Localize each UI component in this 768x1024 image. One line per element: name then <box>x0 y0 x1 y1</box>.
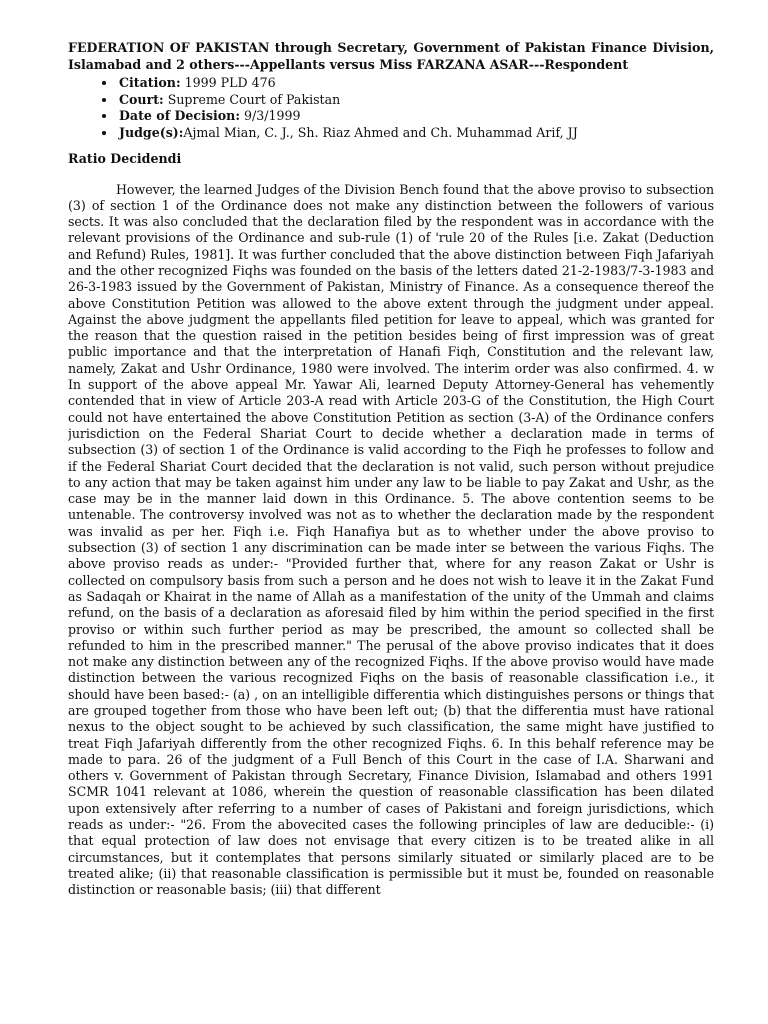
date-of-decision-label: Date of Decision: <box>119 108 240 123</box>
court-value: Supreme Court of Pakistan <box>163 91 341 107</box>
court-label: Court: <box>119 91 164 107</box>
metadata-court <box>117 92 714 109</box>
citation-value: 1999 PLD 476 <box>180 75 276 90</box>
citation-label: Citation: <box>119 75 181 90</box>
date-of-decision-value: 9/3/1999 <box>239 108 301 123</box>
metadata-date-of-decision <box>117 108 714 125</box>
judges-label: Judge(s): <box>119 124 184 140</box>
case-title: FEDERATION OF PAKISTAN through Secretary, Government of Pakistan Finance Division, Islamabad and 2 others---Appellants versus Miss FARZANA ASAR---Respondent <box>68 40 714 72</box>
metadata-citation <box>117 75 714 92</box>
metadata-judges <box>117 125 714 142</box>
judges-value: Ajmal Mian, C. J., Sh. Riaz Ahmed and Ch. Muhammad Arif, JJ <box>183 124 578 140</box>
body-paragraph: However, the learned Judges of the Division Bench found that the above proviso to subsection (3) of section 1 of the Ordinance does not make any distinction between the followers of various sects. It was also concluded that the declaration filed by the respondent was in accordance with the relevant provisions of the Ordinance and sub-rule (1) of 'rule 20 of the Rules [i.e. Zakat (Deduction and Refund) Rules, 1981]. It was further concluded that the above distinction between Fiqh Jafariyah and the other recognized Fiqhs was founded on the basis of the letters dated 21-2-1983/7-3-1983 and 26-3-1983 issued by the Government of Pakistan, Ministry of Finance. As a consequence thereof the above Constitution Petition was allowed to the above extent through the judgment under appeal. Against the above judgment the appellants filed petition for leave to appeal, which was granted for the reason that the question raised in the petition besides being of first impression was of great public importance and that the interpretation of Hanafi Fiqh, Constitution and the relevant law, namely, Zakat and Ushr Ordinance, 1980 were involved. The interim order was also confirmed. 4. w In support of the above appeal Mr. Yawar Ali, learned Deputy Attorney-General has vehemently contended that in view of Article 203-A read with Article 203-G of the Constitution, the High Court could not have entertained the above Constitution Petition as section (3-A) of the Ordinance confers jurisdiction on the Federal Shariat Court to decide whether a declaration made in terms of subsection (3) of section 1 of the Ordinance is valid according to the Fiqh he professes to follow and if the Federal Shariat Court decided that the declaration is not valid, such person without prejudice to any action that may be taken against him under any law to be liable to pay Zakat and Ushr, as the case may be in the manner laid down in this Ordinance. 5. The above contention seems to be untenable. The controversy involved was not as to whether the declaration made by the respondent was invalid as per her. Fiqh i.e. Fiqh Hanafiya but as to whether under the above proviso to subsection (3) of section 1 any discrimination can be made inter se between the various Fiqhs. The above proviso reads as under:- "Provided further that, where for any reason Zakat or Ushr is collected on compulsory basis from such a person and he does not wish to leave it in the Zakat Fund as Sadaqah or Khairat in the name of Allah as a manifestation of the unity of the Ummah and claims refund, on the basis of a declaration as aforesaid filed by him within the period specified in the first proviso or within such further period as may be prescribed, the amount so collected shall be refunded to him in the prescribed manner." The perusal of the above proviso indicates that it does not make any distinction between any of the recognized Fiqhs. If the above proviso would have made distinction between the various recognized Fiqhs on the basis of reasonable classification i.e., it should have been based:- (a) , on an intelligible differentia which distinguishes persons or things that are grouped together from those who have been left out; (b) that the differentia must have rational nexus to the object sought to be achieved by such classification, the same might have justified to treat Fiqh Jafariyah differently from the other recognized Fiqhs. 6. In this behalf reference may be made to para. 26 of the judgment of a Full Bench of this Court in the case of I.A. Sharwani and others v. Government of Pakistan through Secretary, Finance Division, Islamabad and others 1991 SCMR 1041 relevant at 1086, wherein the question of reasonable classification has been dilated upon extensively after referring to a number of cases of Pakistani and foreign jurisdictions, which reads as under:- "26. From the abovecited cases the following principles of law are deducible:- (i) that equal protection of law does not envisage that every citizen is to be treated alike in all circumstances, but it contemplates that persons similarly situated or similarly placed are to be treated alike; (ii) that reasonable classification is permissible but it must be, founded on reasonable distinction or reasonable basis; (iii) that different <box>68 181 714 898</box>
case-metadata-list <box>68 75 714 141</box>
section-heading-ratio-decidendi: Ratio Decidendi <box>68 151 182 166</box>
document-page <box>68 40 714 1020</box>
